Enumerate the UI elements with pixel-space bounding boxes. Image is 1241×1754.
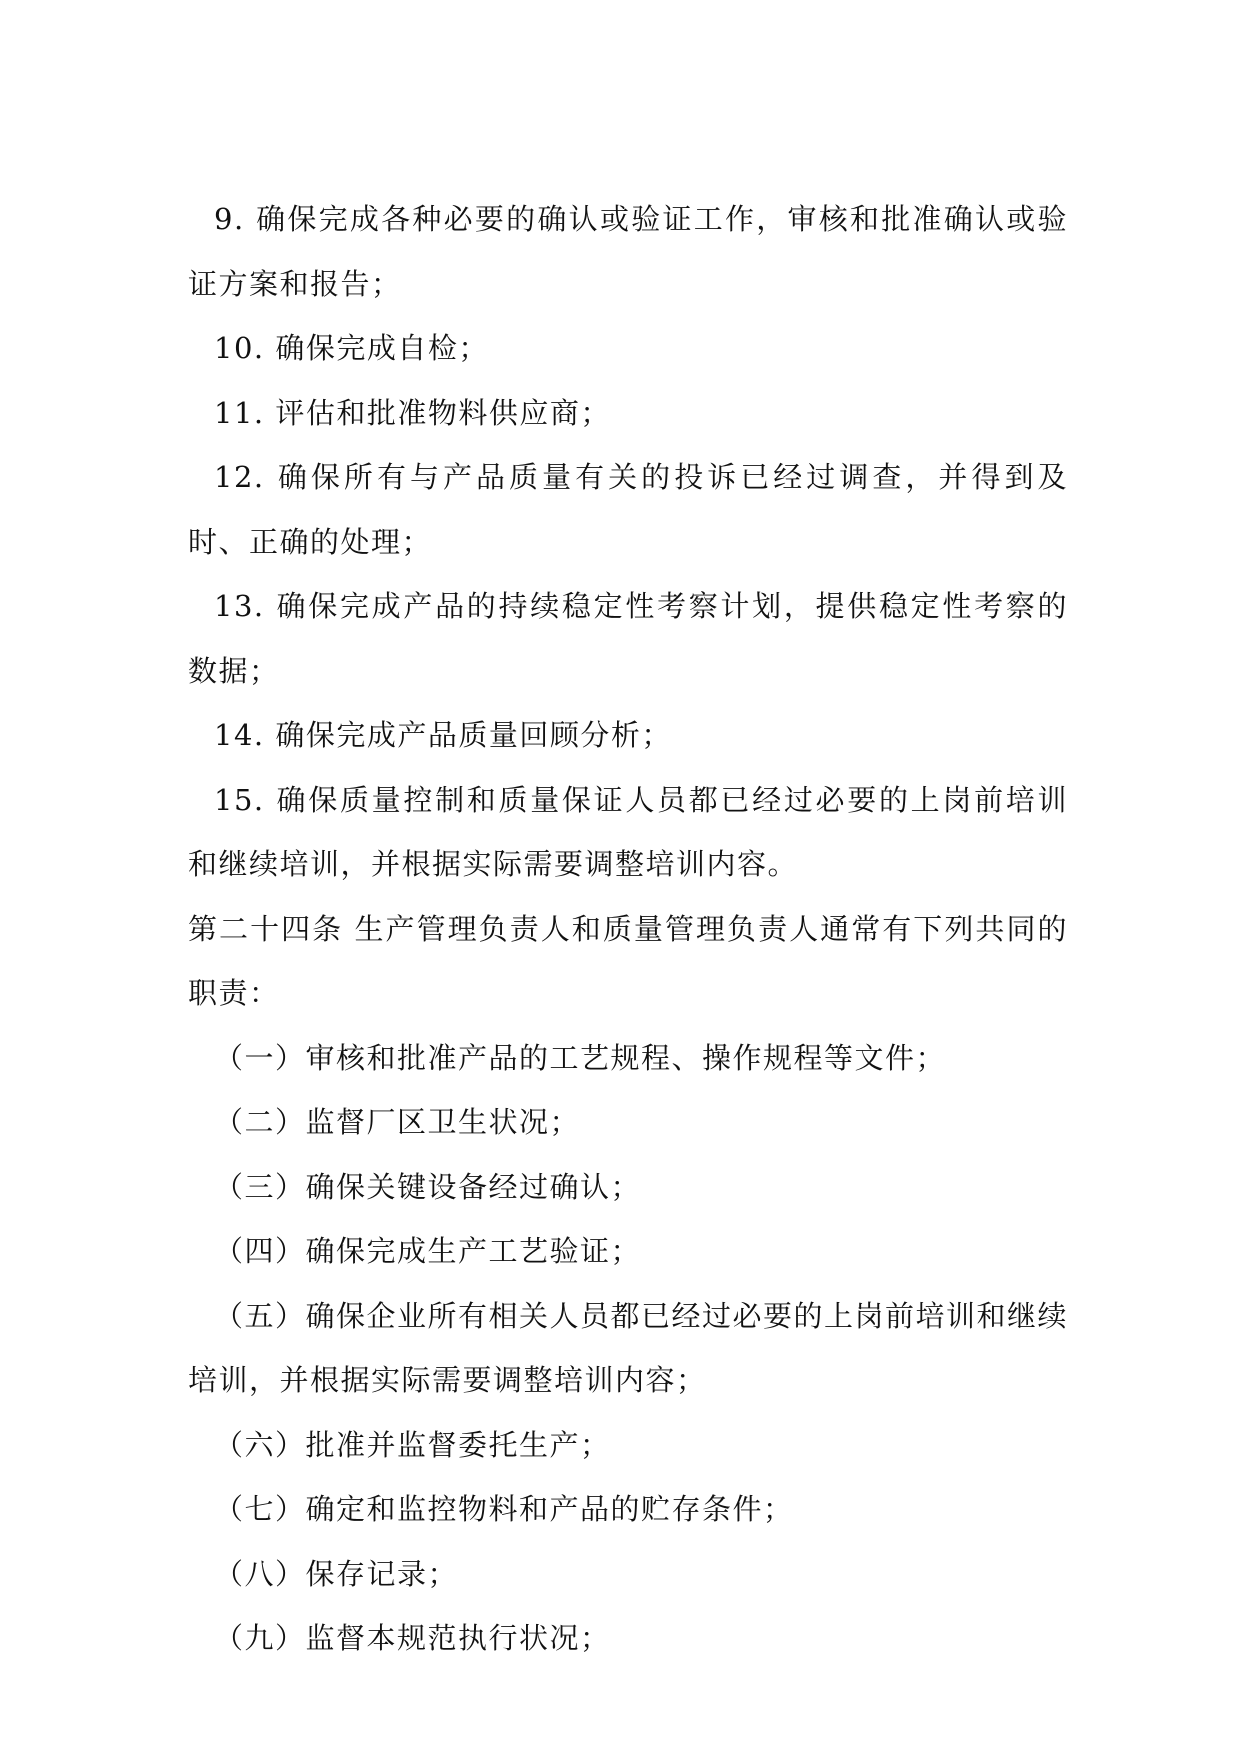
list-item: （三）确保关键设备经过确认； — [214, 1169, 642, 1204]
list-item: 14. 确保完成产品质量回顾分析； — [214, 718, 672, 752]
list-item: （五）确保企业所有相关人员都已经过必要的上岗前培训和继续培训，并根据实际需要调整培训内容； — [188, 1298, 1069, 1397]
list-item: 11. 评估和批准物料供应商； — [214, 395, 611, 430]
list-item: （七）确定和监控物料和产品的贮存条件； — [214, 1492, 794, 1526]
list-item: （九）监督本规范执行状况； — [214, 1621, 611, 1655]
list-item: 15. 确保质量控制和质量保证人员都已经过必要的上岗前培训和继续培训，并根据实际需要调整培训内容。 — [188, 782, 1068, 881]
list-item: 9. 确保完成各种必要的确认或验证工作，审核和批准确认或验证方案和报告； — [188, 202, 1068, 301]
list-item: 13. 确保完成产品的持续稳定性考察计划，提供稳定性考察的数据； — [188, 589, 1068, 688]
list-item: （四）确保完成生产工艺验证； — [214, 1234, 642, 1268]
list-item: （六）批准并监督委托生产； — [214, 1427, 611, 1462]
document-body — [188, 187, 1068, 1671]
list-item: 12. 确保所有与产品质量有关的投诉已经过调查，并得到及时、正确的处理； — [188, 460, 1068, 559]
list-item: （八）保存记录； — [214, 1556, 459, 1591]
list-item: 10. 确保完成自检； — [214, 331, 489, 365]
list-item: （一）审核和批准产品的工艺规程、操作规程等文件； — [214, 1040, 947, 1075]
list-item: （二）监督厂区卫生状况； — [214, 1105, 581, 1139]
article-heading: 第二十四条 生产管理负责人和质量管理负责人通常有下列共同的职责： — [188, 911, 1068, 1010]
